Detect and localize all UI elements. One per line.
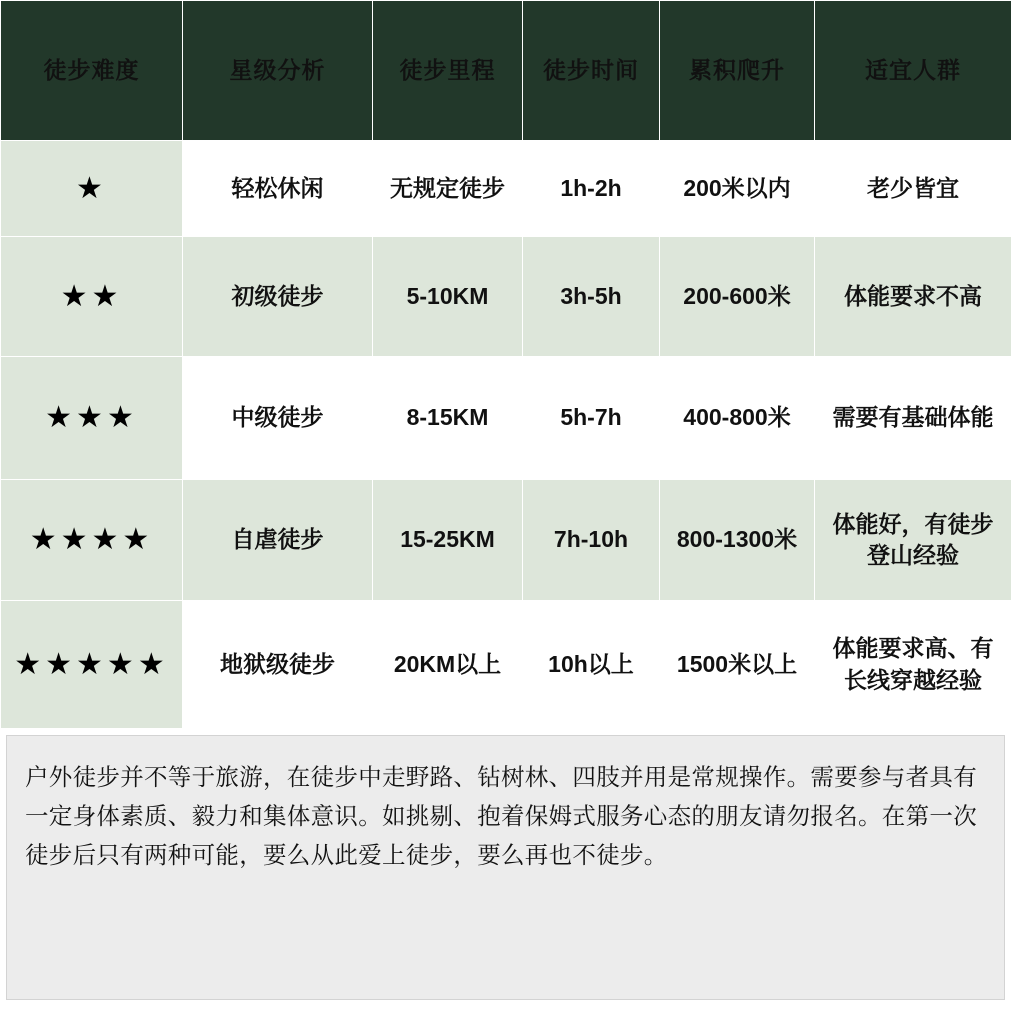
level-cell: 中级徒步 [183,357,373,480]
table-body [1,141,1011,729]
distance-cell: 8-15KM [373,357,523,480]
duration-cell: 3h-5h [523,237,660,357]
column-header-duration: 徒步时间 [523,1,660,141]
star-rating-cell: ★★★★ [1,480,183,601]
distance-cell: 20KM以上 [373,601,523,729]
audience-cell: 体能要求不高 [815,237,1011,357]
star-rating-cell: ★★ [1,237,183,357]
column-header-difficulty: 徒步难度 [1,1,183,141]
elevation-cell: 1500米以上 [660,601,815,729]
table-row [1,601,1011,729]
star-rating-cell: ★★★★★ [1,601,183,729]
duration-cell: 1h-2h [523,141,660,237]
level-cell: 初级徒步 [183,237,373,357]
table-row [1,480,1011,601]
elevation-cell: 200-600米 [660,237,815,357]
table-header [1,1,1011,141]
duration-cell: 10h以上 [523,601,660,729]
level-cell: 自虐徒步 [183,480,373,601]
duration-cell: 7h-10h [523,480,660,601]
elevation-cell: 800-1300米 [660,480,815,601]
footnote-text: 户外徒步并不等于旅游，在徒步中走野路、钻树林、四肢并用是常规操作。需要参与者具有一定身体素质、毅力和集体意识。如挑剔、抱着保姆式服务心态的朋友请勿报名。在第一次徒步后只有两种可能，要么从此爱上徒步，要么再也不徒步。 [25,764,977,868]
audience-cell: 需要有基础体能 [815,357,1011,480]
distance-cell: 无规定徒步 [373,141,523,237]
footnote-panel [6,735,1005,1000]
table-row [1,237,1011,357]
elevation-cell: 400-800米 [660,357,815,480]
level-cell: 轻松休闲 [183,141,373,237]
audience-cell: 体能好，有徒步登山经验 [815,480,1011,601]
distance-cell: 15-25KM [373,480,523,601]
audience-cell: 老少皆宜 [815,141,1011,237]
star-rating-cell: ★ [1,141,183,237]
column-header-elevation: 累积爬升 [660,1,815,141]
distance-cell: 5-10KM [373,237,523,357]
duration-cell: 5h-7h [523,357,660,480]
table-header-row [1,1,1011,141]
column-header-audience: 适宜人群 [815,1,1011,141]
table-row [1,357,1011,480]
column-header-distance: 徒步里程 [373,1,523,141]
audience-cell: 体能要求高、有长线穿越经验 [815,601,1011,729]
star-rating-cell: ★★★ [1,357,183,480]
level-cell: 地狱级徒步 [183,601,373,729]
table-row [1,141,1011,237]
column-header-star-analysis: 星级分析 [183,1,373,141]
elevation-cell: 200米以内 [660,141,815,237]
